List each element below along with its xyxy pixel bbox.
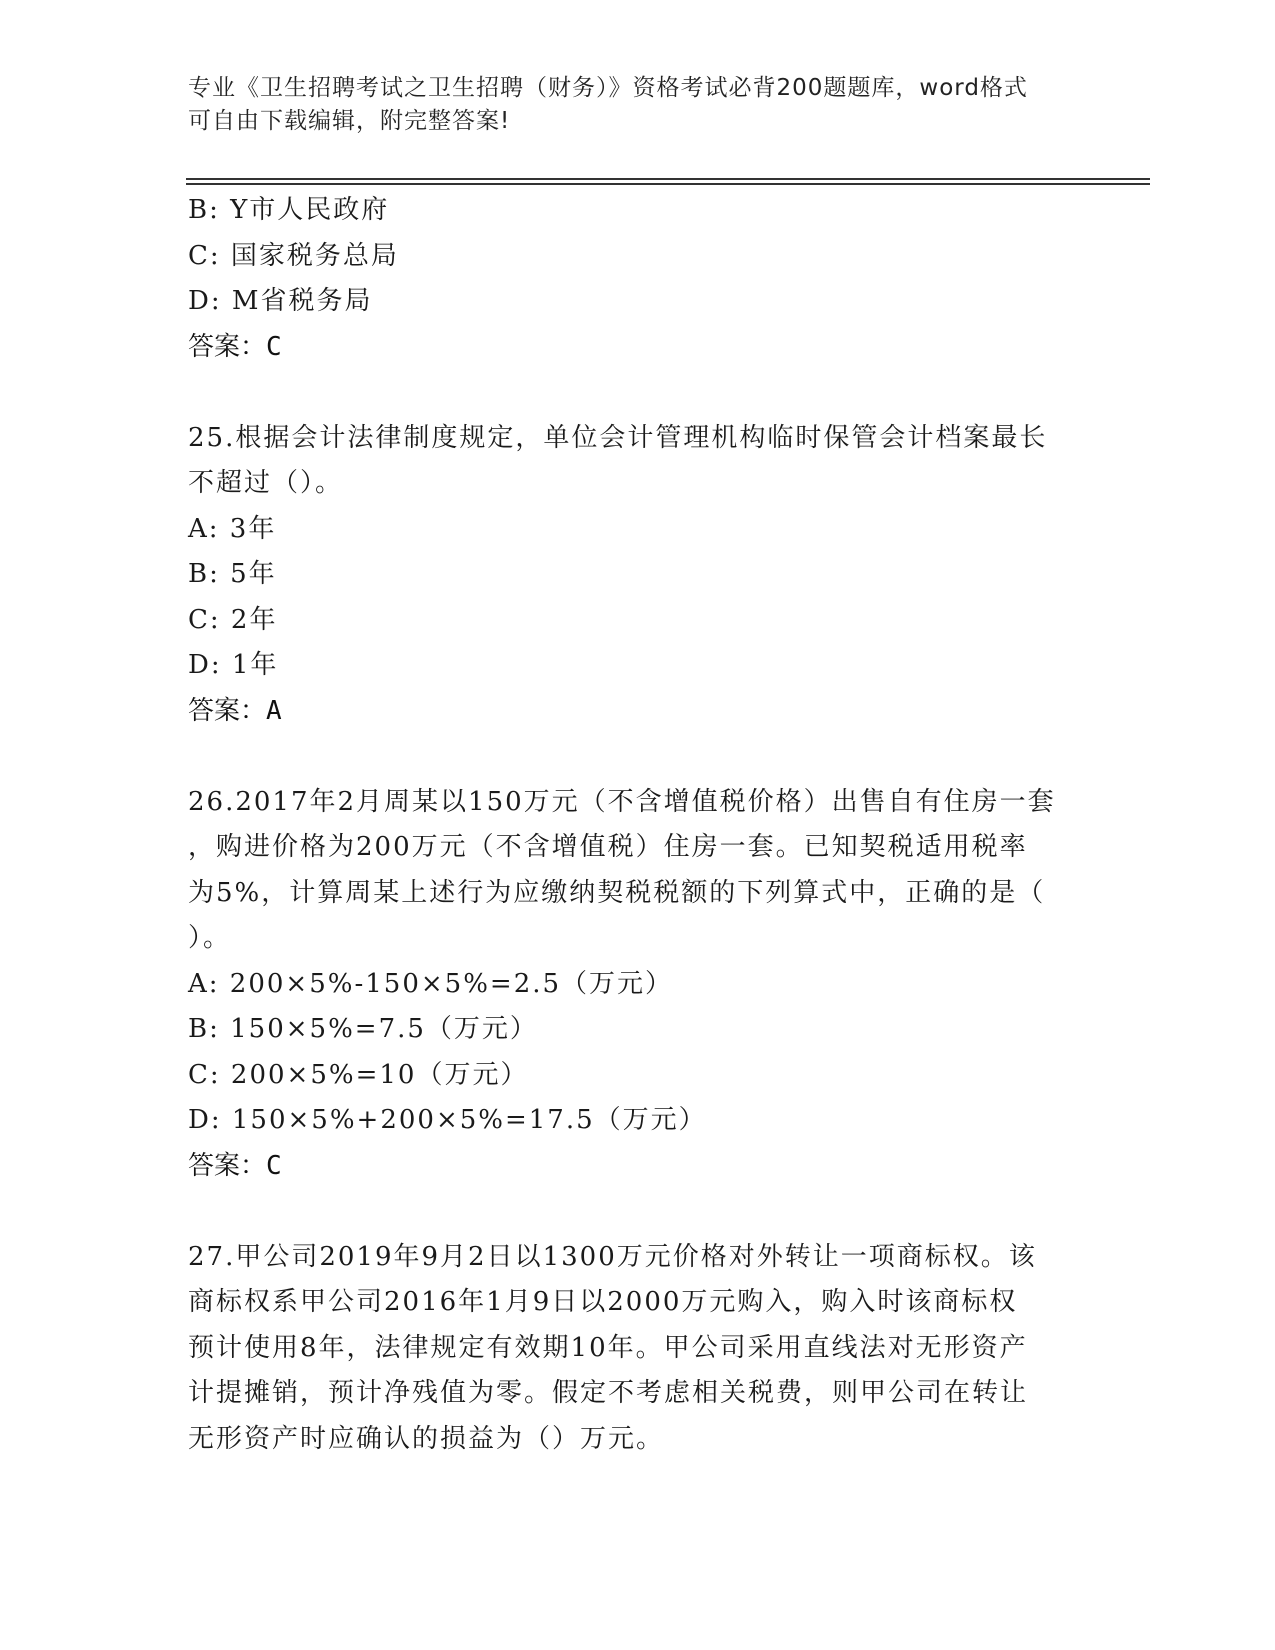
option-a: A: 3年 xyxy=(188,513,277,544)
option-d: D: M省税务局 xyxy=(188,286,373,316)
question-stem-line: 为5%，计算周某上述行为应缴纳契税税额的下列算式中，正确的是（ xyxy=(188,877,1046,908)
answer-line xyxy=(188,689,1088,735)
option-d: D: 150×5%+200×5%=17.5（万元） xyxy=(188,1105,707,1135)
spacer xyxy=(188,1189,1088,1235)
question-stem-line: 无形资产时应确认的损益为（）万元。 xyxy=(188,1423,665,1454)
document-body xyxy=(188,188,1088,1462)
question-stem-line: 26.2017年2月周某以150万元（不含增值税价格）出售自有住房一套 xyxy=(188,786,1056,817)
option-b: B: 5年 xyxy=(188,559,277,589)
option-c: C: 200×5%=10（万元） xyxy=(188,1059,529,1090)
answer-value: C xyxy=(266,331,282,362)
option-d: D: 1年 xyxy=(188,650,279,680)
option-c: C: 2年 xyxy=(188,604,278,635)
option-a: A: 200×5%-150×5%=2.5（万元） xyxy=(188,968,674,999)
header-line-2: 可自由下载编辑，附完整答案! xyxy=(188,108,511,134)
header-rule-bottom xyxy=(186,183,1150,185)
question-stem-line: 商标权系甲公司2016年1月9日以2000万元购入，购入时该商标权 xyxy=(188,1287,1018,1317)
question-26 xyxy=(188,780,1088,1190)
question-stem-line: ，购进价格为200万元（不含增值税）住房一套。已知契税适用税率 xyxy=(188,832,1028,862)
spacer xyxy=(188,734,1088,780)
document-header xyxy=(188,72,1068,138)
header-rule-top xyxy=(186,178,1150,180)
question-27 xyxy=(188,1235,1088,1463)
answer-value: C xyxy=(266,1150,282,1181)
option-b: B: 150×5%=7.5（万元） xyxy=(188,1014,538,1044)
answer-label: 答案： xyxy=(188,331,267,362)
question-24-tail xyxy=(188,188,1088,370)
answer-line xyxy=(188,325,1088,371)
question-stem-line: ）。 xyxy=(188,923,232,953)
question-stem-line: 27.甲公司2019年9月2日以1300万元价格对外转让一项商标权。该 xyxy=(188,1241,1037,1272)
answer-value: A xyxy=(266,695,282,726)
answer-line xyxy=(188,1144,1088,1190)
option-b: B: Y市人民政府 xyxy=(188,195,390,225)
option-c: C: 国家税务总局 xyxy=(188,240,399,271)
question-stem-line: 计提摊销，预计净残值为零。假定不考虑相关税费，则甲公司在转让 xyxy=(188,1378,1029,1408)
answer-label: 答案： xyxy=(188,695,267,726)
question-stem-line: 预计使用8年，法律规定有效期10年。甲公司采用直线法对无形资产 xyxy=(188,1332,1028,1363)
question-25 xyxy=(188,416,1088,735)
question-stem-line: 不超过（）。 xyxy=(188,468,344,498)
header-line-1: 专业《卫生招聘考试之卫生招聘（财务）》资格考试必背200题题库，word格式 xyxy=(188,75,1028,101)
spacer xyxy=(188,370,1088,416)
answer-label: 答案： xyxy=(188,1150,267,1181)
question-stem-line: 25.根据会计法律制度规定，单位会计管理机构临时保管会计档案最长 xyxy=(188,422,1048,453)
